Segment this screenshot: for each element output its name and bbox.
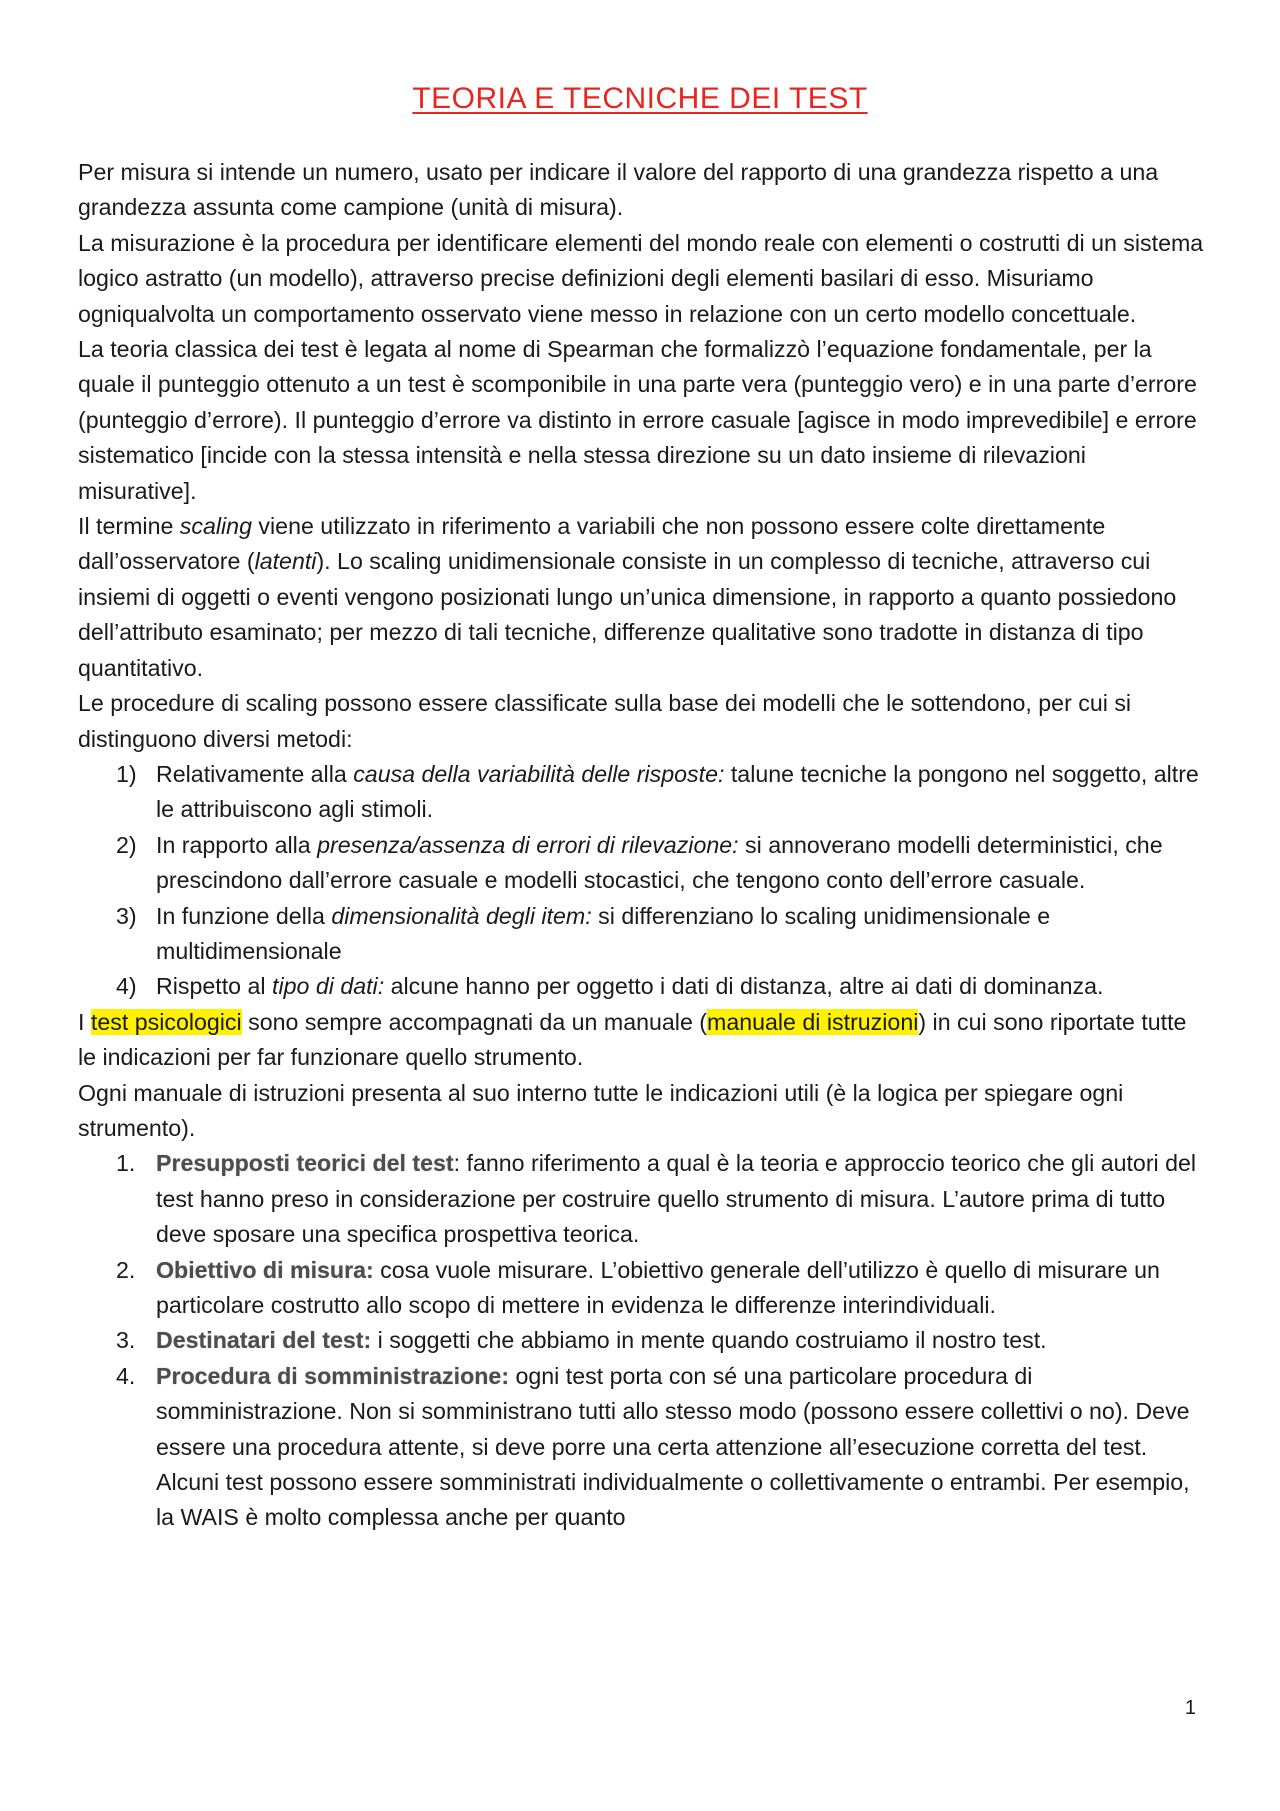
methods-list: [78, 757, 1208, 1005]
text-run: talune tecniche la pongono nel soggetto, altre le attribuiscono agli stimoli.: [156, 760, 1199, 823]
list-number: 2.: [116, 1256, 136, 1283]
paragraph: Le procedure di scaling possono essere classificate sulla base dei modelli che le sottendono, per cui si distinguono diversi metodi:: [78, 690, 1132, 752]
text-run: In funzione della: [156, 902, 332, 929]
text-run: viene utilizzato in riferimento a variabili che non possono essere colte direttamente dall’osservatore (: [78, 513, 1106, 575]
list-item: [78, 899, 1208, 970]
list-item: [78, 1146, 1208, 1252]
page-title: TEORIA E TECNICHE DEI TEST: [412, 82, 868, 115]
text-run: i soggetti che abbiamo in mente quando costruiamo il nostro test.: [371, 1327, 1047, 1354]
list-number: 4): [116, 973, 137, 1000]
highlighted-term: manuale di istruzioni: [707, 1008, 919, 1035]
italic-term: latenti: [254, 548, 317, 575]
list-item: [78, 1359, 1208, 1536]
paragraph: La misurazione è la procedura per identificare elementi del mondo reale con elementi o costrutti di un sistema logico astratto (un modello), attraverso precise definizioni degli elementi basilari di esso. Misuriamo ogniqualvolta un comportamento osservato viene messo in relazione con un certo modello concettuale.: [78, 229, 1204, 327]
italic-term: dimensionalità degli item:: [331, 902, 592, 929]
list-item: [78, 757, 1208, 828]
document-body: [78, 155, 1208, 1536]
list-item: [78, 1253, 1208, 1324]
text-run: si annoverano modelli deterministici, che prescindono dall’errore casuale e modelli stocastici, che tengono conto dell’errore casuale.: [156, 831, 1163, 894]
text-run: Il termine: [78, 513, 180, 540]
text-run: alcune hanno per oggetto i dati di distanza, altre ai dati di dominanza.: [384, 973, 1104, 1000]
paragraph-manual: [78, 1005, 1208, 1076]
list-item: [78, 828, 1208, 899]
text-run: ) in cui sono riportate tutte le indicazioni per far funzionare quello strumento.: [78, 1008, 1187, 1071]
list-number: 2): [116, 831, 137, 858]
bold-term: Obiettivo di misura:: [156, 1256, 374, 1283]
list-number: 1): [116, 760, 137, 787]
italic-term: tipo di dati:: [272, 973, 385, 1000]
paragraph: La teoria classica dei test è legata al nome di Spearman che formalizzò l’equazione fondamentale, per la quale il punteggio ottenuto a un test è scomponibile in una parte vera (punteggio vero) e in una parte d’errore (punteggio d’errore). Il punteggio d’errore va distinto in errore casuale [agisce in modo imprevedibile] e errore sistematico [incide con la stessa intensità e nella stessa direzione su un dato insieme di rilevazioni misurative].: [78, 336, 1197, 504]
text-run: : fanno riferimento a qual è la teoria e approccio teorico che gli autori del test hanno preso in considerazione per costruire quello strumento di misura. L’autore prima di tutto deve sposare una specifica prospettiva teorica.: [156, 1150, 1197, 1248]
list-item: [78, 1323, 1208, 1358]
paragraph-scaling: [78, 509, 1208, 686]
italic-term: presenza/assenza di errori di rilevazione:: [317, 831, 739, 858]
text-run: Relativamente alla: [156, 760, 354, 787]
paragraph: Per misura si intende un numero, usato per indicare il valore del rapporto di una grandezza rispetto a una grandezza assunta come campione (unità di misura).: [78, 159, 1159, 221]
text-run: si differenziano lo scaling unidimensionale e multidimensionale: [156, 902, 1051, 964]
list-item: [78, 969, 1208, 1004]
bold-term: Destinatari del test:: [156, 1327, 372, 1354]
manual-items-list: [78, 1146, 1208, 1535]
italic-term: causa della variabilità delle risposte:: [353, 760, 725, 787]
bold-term: Procedura di somministrazione:: [156, 1362, 510, 1389]
bold-term: Presupposti teorici del test: [156, 1150, 454, 1177]
text-run: I: [78, 1008, 91, 1035]
list-number: 3.: [116, 1327, 136, 1354]
paragraph: Ogni manuale di istruzioni presenta al suo interno tutte le indicazioni utili (è la logica per spiegare ogni strumento).: [78, 1079, 1124, 1141]
text-run: In rapporto alla: [156, 831, 318, 858]
page-number: 1: [1184, 1697, 1196, 1719]
highlighted-term: test psicologici: [90, 1008, 242, 1035]
text-run: Rispetto al: [156, 973, 272, 1000]
list-number: 3): [116, 902, 137, 929]
text-run: ogni test porta con sé una particolare procedura di somministrazione. Non si somministrano tutti allo stesso modo (possono essere collettivi o no). Deve essere una procedura attente, si deve porre una certa attenzione all’esecuzione corretta del test. Alcuni test possono essere somministrati individualmente o collettivamente o entrambi. Per esempio, la WAIS è molto complessa anche per quanto: [156, 1362, 1190, 1531]
list-number: 1.: [116, 1150, 136, 1177]
text-run: ). Lo scaling unidimensionale consiste in un complesso di tecniche, attraverso cui insiemi di oggetti o eventi vengono posizionati lungo un’unica dimensione, in rapporto a quanto possiedono dell’attributo esaminato; per mezzo di tali tecniche, differenze qualitative sono tradotte in distanza di tipo quantitativo.: [78, 548, 1177, 681]
text-run: cosa vuole misurare. L’obiettivo generale dell’utilizzo è quello di misurare un particolare costrutto allo scopo di mettere in evidenza le differenze interindividuali.: [156, 1256, 1160, 1318]
italic-term: scaling: [179, 513, 252, 540]
text-run: sono sempre accompagnati da un manuale (: [241, 1008, 707, 1035]
list-number: 4.: [116, 1362, 136, 1389]
